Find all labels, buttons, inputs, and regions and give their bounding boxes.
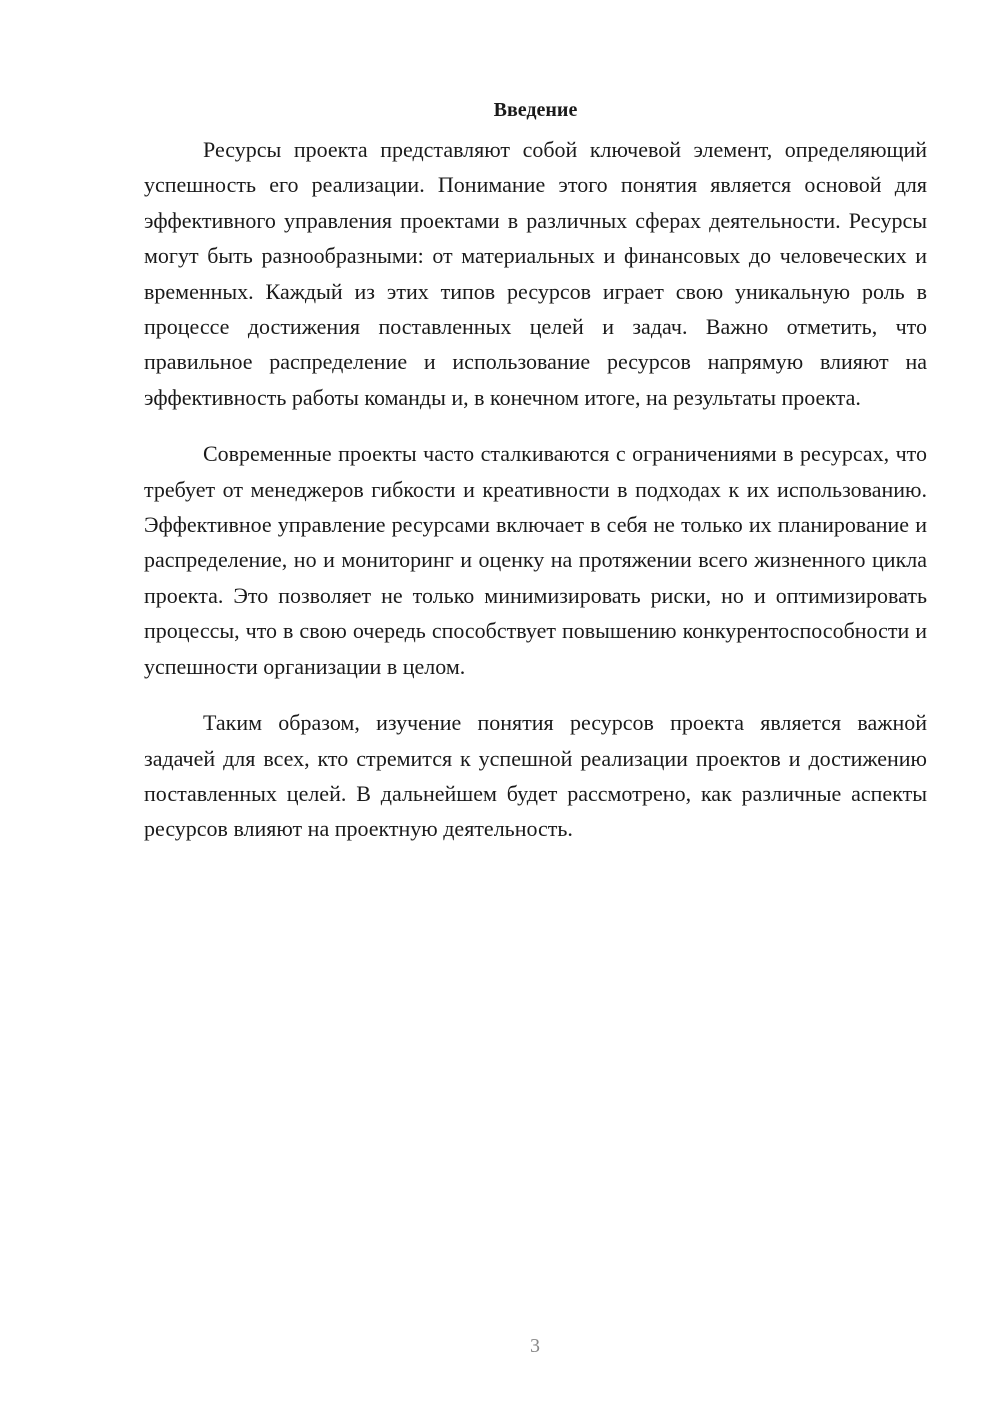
paragraph-2: Современные проекты часто сталкиваются с ограничениями в ресурсах, что требует от менеджеров гибкости и креативности в подходах к их использованию. Эффективное управление ресурсами включает в себя не только их планирование и распределение, но и мониторинг и оценку на протяжении всего жизненного цикла проекта. Это позволяет не только минимизировать риски, но и оптимизировать процессы, что в свою очередь способствует повышению конкурентоспособности и успешности организации в целом. bbox=[144, 441, 927, 679]
section-title: Введение bbox=[493, 99, 578, 121]
paragraph-1: Ресурсы проекта представляют собой ключевой элемент, определяющий успешность его реализации. Понимание этого понятия является основой для эффективного управления проектами в различных сферах деятельности. Ресурсы могут быть разнообразными: от материальных и финансовых до человеческих и временных. Каждый из этих типов ресурсов играет свою уникальную роль в процессе достижения поставленных целей и задач. Важно отметить, что правильное распределение и использование ресурсов напрямую влияют на эффективность работы команды и, в конечном итоге, на результаты проекта. bbox=[144, 137, 927, 410]
document-page bbox=[144, 96, 927, 868]
page-number: 3 bbox=[530, 1335, 540, 1357]
paragraph-3: Таким образом, изучение понятия ресурсов проекта является важной задачей для всех, кто стремится к успешной реализации проектов и достижению поставленных целей. В дальнейшем будет рассмотрено, как различные аспекты ресурсов влияют на проектную деятельность. bbox=[144, 710, 927, 842]
